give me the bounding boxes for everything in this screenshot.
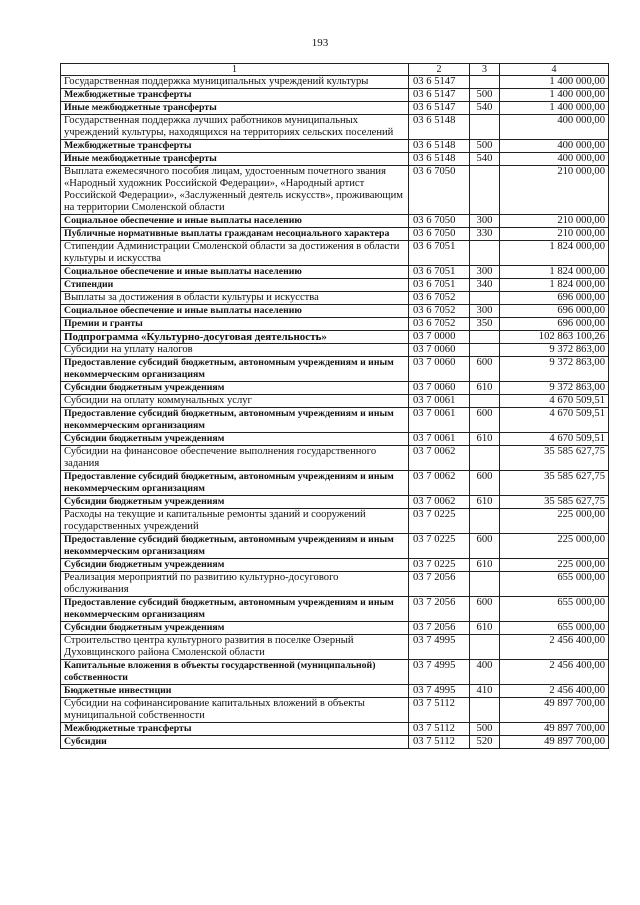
- table-row: [61, 660, 609, 685]
- row-code-cell: 03 7 0061: [409, 395, 470, 408]
- table-row: [61, 723, 609, 736]
- table-row: [61, 318, 609, 331]
- row-name-cell: Бюджетные инвестиции: [61, 685, 409, 698]
- row-name-cell: Расходы на текущие и капитальные ремонты зданий и сооружений государственных учреждений: [61, 509, 409, 534]
- table-row: [61, 344, 609, 357]
- row-kind-cell: 500: [470, 140, 500, 153]
- row-code-cell: 03 6 7050: [409, 228, 470, 241]
- row-name-cell: Межбюджетные трансферты: [61, 140, 409, 153]
- row-kind-cell: 610: [470, 433, 500, 446]
- row-name-cell: Социальное обеспечение и иные выплаты населению: [61, 305, 409, 318]
- row-amount-cell: 225 000,00: [500, 559, 609, 572]
- table-row: [61, 471, 609, 496]
- table-row: [61, 215, 609, 228]
- row-code-cell: 03 7 4995: [409, 635, 470, 660]
- row-code-cell: 03 7 0225: [409, 534, 470, 559]
- row-amount-cell: 35 585 627,75: [500, 471, 609, 496]
- table-row: [61, 736, 609, 749]
- row-amount-cell: 696 000,00: [500, 318, 609, 331]
- table-row: [61, 166, 609, 215]
- page-number: 193: [311, 37, 329, 49]
- row-code-cell: 03 7 0060: [409, 344, 470, 357]
- row-code-cell: 03 7 5112: [409, 698, 470, 723]
- row-kind-cell: 600: [470, 597, 500, 622]
- row-name-cell: Субсидии бюджетным учреждениям: [61, 622, 409, 635]
- row-amount-cell: 4 670 509,51: [500, 395, 609, 408]
- column-header-2: 2: [409, 64, 470, 76]
- row-name-cell: Предоставление субсидий бюджетным, автономным учреждениям и иным некоммерческим организациям: [61, 408, 409, 433]
- row-amount-cell: 400 000,00: [500, 140, 609, 153]
- table-row: [61, 102, 609, 115]
- row-kind-cell: 500: [470, 723, 500, 736]
- row-code-cell: 03 6 5148: [409, 153, 470, 166]
- row-amount-cell: 9 372 863,00: [500, 357, 609, 382]
- row-kind-cell: 600: [470, 534, 500, 559]
- row-name-cell: Субсидии на финансовое обеспечение выполнения государственного задания: [61, 446, 409, 471]
- row-name-cell: Субсидии бюджетным учреждениям: [61, 559, 409, 572]
- table-row: [61, 572, 609, 597]
- row-amount-cell: 210 000,00: [500, 215, 609, 228]
- table-row: [61, 433, 609, 446]
- table-row: [61, 559, 609, 572]
- row-name-cell: Строительство центра культурного развития в поселке Озерный Духовщинского района Смоленской области: [61, 635, 409, 660]
- table-row: [61, 509, 609, 534]
- column-header-1: 1: [61, 64, 409, 76]
- row-code-cell: 03 7 5112: [409, 723, 470, 736]
- row-code-cell: 03 6 5147: [409, 89, 470, 102]
- row-amount-cell: 9 372 863,00: [500, 344, 609, 357]
- row-name-cell: Иные межбюджетные трансферты: [61, 153, 409, 166]
- row-code-cell: 03 6 7052: [409, 305, 470, 318]
- row-kind-cell: 600: [470, 408, 500, 433]
- row-kind-cell: 350: [470, 318, 500, 331]
- row-amount-cell: 225 000,00: [500, 534, 609, 559]
- table-row: [61, 382, 609, 395]
- row-name-cell: Премии и гранты: [61, 318, 409, 331]
- table-row: [61, 446, 609, 471]
- row-name-cell: Предоставление субсидий бюджетным, автономным учреждениям и иным некоммерческим организациям: [61, 471, 409, 496]
- row-name-cell: Субсидии: [61, 736, 409, 749]
- row-code-cell: 03 6 7050: [409, 166, 470, 215]
- row-code-cell: 03 7 0060: [409, 382, 470, 395]
- row-kind-cell: 300: [470, 215, 500, 228]
- row-amount-cell: 49 897 700,00: [500, 723, 609, 736]
- row-kind-cell: 500: [470, 89, 500, 102]
- table-row: [61, 115, 609, 140]
- row-kind-cell: [470, 115, 500, 140]
- table-row: [61, 357, 609, 382]
- row-code-cell: 03 7 2056: [409, 572, 470, 597]
- table-row: [61, 597, 609, 622]
- row-name-cell: Стипендии: [61, 279, 409, 292]
- row-amount-cell: 49 897 700,00: [500, 736, 609, 749]
- row-name-cell: Государственная поддержка лучших работников муниципальных учреждений культуры, находящихся на территориях сельских поселений: [61, 115, 409, 140]
- row-name-cell: Субсидии бюджетным учреждениям: [61, 496, 409, 509]
- row-name-cell: Иные межбюджетные трансферты: [61, 102, 409, 115]
- row-name-cell: Субсидии на уплату налогов: [61, 344, 409, 357]
- row-amount-cell: 2 456 400,00: [500, 660, 609, 685]
- row-name-cell: Выплаты за достижения в области культуры и искусства: [61, 292, 409, 305]
- row-code-cell: 03 6 7051: [409, 266, 470, 279]
- column-header-4: 4: [500, 64, 609, 76]
- table-row: [61, 241, 609, 266]
- row-kind-cell: 540: [470, 102, 500, 115]
- row-kind-cell: 300: [470, 266, 500, 279]
- row-amount-cell: 696 000,00: [500, 305, 609, 318]
- row-name-cell: Субсидии бюджетным учреждениям: [61, 433, 409, 446]
- row-code-cell: 03 6 5147: [409, 76, 470, 89]
- row-kind-cell: 610: [470, 622, 500, 635]
- table-row: [61, 305, 609, 318]
- row-name-cell: Социальное обеспечение и иные выплаты населению: [61, 215, 409, 228]
- row-code-cell: 03 7 0062: [409, 496, 470, 509]
- table-row: [61, 698, 609, 723]
- table-row: [61, 228, 609, 241]
- row-name-cell: Субсидии бюджетным учреждениям: [61, 382, 409, 395]
- row-code-cell: 03 7 5112: [409, 736, 470, 749]
- table-row: [61, 395, 609, 408]
- row-kind-cell: 600: [470, 471, 500, 496]
- row-code-cell: 03 7 0061: [409, 433, 470, 446]
- table-row: [61, 408, 609, 433]
- row-kind-cell: 610: [470, 496, 500, 509]
- table-row: [61, 279, 609, 292]
- row-code-cell: 03 7 4995: [409, 660, 470, 685]
- table-row: [61, 331, 609, 344]
- row-code-cell: 03 6 7051: [409, 279, 470, 292]
- table-row: [61, 292, 609, 305]
- row-code-cell: 03 7 0062: [409, 471, 470, 496]
- row-amount-cell: 1 824 000,00: [500, 266, 609, 279]
- row-amount-cell: 4 670 509,51: [500, 408, 609, 433]
- row-kind-cell: [470, 698, 500, 723]
- row-code-cell: 03 6 7050: [409, 215, 470, 228]
- row-amount-cell: 1 400 000,00: [500, 76, 609, 89]
- row-code-cell: 03 7 4995: [409, 685, 470, 698]
- row-amount-cell: 400 000,00: [500, 153, 609, 166]
- row-kind-cell: 540: [470, 153, 500, 166]
- row-code-cell: 03 7 0225: [409, 559, 470, 572]
- table-row: [61, 266, 609, 279]
- table-row: [61, 685, 609, 698]
- row-name-cell: Предоставление субсидий бюджетным, автономным учреждениям и иным некоммерческим организациям: [61, 597, 409, 622]
- row-kind-cell: [470, 446, 500, 471]
- row-amount-cell: 4 670 509,51: [500, 433, 609, 446]
- row-name-cell: Публичные нормативные выплаты гражданам несоциального характера: [61, 228, 409, 241]
- table-row: [61, 635, 609, 660]
- table-row: [61, 89, 609, 102]
- row-code-cell: 03 7 0060: [409, 357, 470, 382]
- row-amount-cell: 225 000,00: [500, 509, 609, 534]
- row-kind-cell: [470, 635, 500, 660]
- row-name-cell: Межбюджетные трансферты: [61, 723, 409, 736]
- table-row: [61, 496, 609, 509]
- row-amount-cell: 9 372 863,00: [500, 382, 609, 395]
- row-code-cell: 03 7 0062: [409, 446, 470, 471]
- row-amount-cell: 210 000,00: [500, 166, 609, 215]
- row-code-cell: 03 7 0225: [409, 509, 470, 534]
- row-kind-cell: [470, 331, 500, 344]
- row-kind-cell: [470, 292, 500, 305]
- row-name-cell: Государственная поддержка муниципальных учреждений культуры: [61, 76, 409, 89]
- row-amount-cell: 655 000,00: [500, 572, 609, 597]
- row-name-cell: Реализация мероприятий по развитию культурно-досугового обслуживания: [61, 572, 409, 597]
- row-kind-cell: 600: [470, 357, 500, 382]
- row-kind-cell: 330: [470, 228, 500, 241]
- row-kind-cell: [470, 572, 500, 597]
- table-body: [61, 76, 609, 749]
- row-name-cell: Капитальные вложения в объекты государственной (муниципальной) собственности: [61, 660, 409, 685]
- row-amount-cell: 1 824 000,00: [500, 241, 609, 266]
- row-amount-cell: 655 000,00: [500, 622, 609, 635]
- row-code-cell: 03 6 7052: [409, 292, 470, 305]
- row-kind-cell: [470, 344, 500, 357]
- row-name-cell: Субсидии на оплату коммунальных услуг: [61, 395, 409, 408]
- row-amount-cell: 400 000,00: [500, 115, 609, 140]
- budget-table: [60, 63, 609, 749]
- table-header-row: [61, 64, 609, 76]
- row-code-cell: 03 7 0000: [409, 331, 470, 344]
- row-amount-cell: 2 456 400,00: [500, 685, 609, 698]
- row-kind-cell: 520: [470, 736, 500, 749]
- row-name-cell: Социальное обеспечение и иные выплаты населению: [61, 266, 409, 279]
- row-amount-cell: 2 456 400,00: [500, 635, 609, 660]
- row-kind-cell: 300: [470, 305, 500, 318]
- row-amount-cell: 1 400 000,00: [500, 102, 609, 115]
- row-name-cell: Выплата ежемесячного пособия лицам, удостоенным почетного звания «Народный художник Российской Федерации», «Народный артист Российской Федерации», «Заслуженный деятель искусств», проживающим на территории Смоленской области: [61, 166, 409, 215]
- row-kind-cell: [470, 241, 500, 266]
- row-kind-cell: 610: [470, 559, 500, 572]
- row-kind-cell: [470, 166, 500, 215]
- row-amount-cell: 35 585 627,75: [500, 496, 609, 509]
- row-amount-cell: 696 000,00: [500, 292, 609, 305]
- table-row: [61, 622, 609, 635]
- row-name-cell: Предоставление субсидий бюджетным, автономным учреждениям и иным некоммерческим организациям: [61, 357, 409, 382]
- row-kind-cell: [470, 76, 500, 89]
- row-code-cell: 03 7 2056: [409, 622, 470, 635]
- row-name-cell: Стипендии Администрации Смоленской области за достижения в области культуры и искусства: [61, 241, 409, 266]
- row-amount-cell: 210 000,00: [500, 228, 609, 241]
- row-amount-cell: 655 000,00: [500, 597, 609, 622]
- row-code-cell: 03 7 2056: [409, 597, 470, 622]
- row-code-cell: 03 6 5148: [409, 140, 470, 153]
- row-code-cell: 03 6 7051: [409, 241, 470, 266]
- table-row: [61, 153, 609, 166]
- table-row: [61, 534, 609, 559]
- row-kind-cell: 340: [470, 279, 500, 292]
- row-kind-cell: 410: [470, 685, 500, 698]
- row-name-cell: Подпрограмма «Культурно-досуговая деятельность»: [61, 331, 409, 344]
- row-amount-cell: 35 585 627,75: [500, 446, 609, 471]
- column-header-3: 3: [470, 64, 500, 76]
- table-row: [61, 140, 609, 153]
- row-amount-cell: 1 824 000,00: [500, 279, 609, 292]
- row-kind-cell: 400: [470, 660, 500, 685]
- row-name-cell: Предоставление субсидий бюджетным, автономным учреждениям и иным некоммерческим организациям: [61, 534, 409, 559]
- row-code-cell: 03 6 7052: [409, 318, 470, 331]
- row-code-cell: 03 6 5147: [409, 102, 470, 115]
- row-amount-cell: 1 400 000,00: [500, 89, 609, 102]
- row-kind-cell: [470, 509, 500, 534]
- row-code-cell: 03 6 5148: [409, 115, 470, 140]
- row-kind-cell: [470, 395, 500, 408]
- row-amount-cell: 49 897 700,00: [500, 698, 609, 723]
- row-name-cell: Субсидии на софинансирование капитальных вложений в объекты муниципальной собственности: [61, 698, 409, 723]
- row-kind-cell: 610: [470, 382, 500, 395]
- row-amount-cell: 102 863 100,26: [500, 331, 609, 344]
- row-name-cell: Межбюджетные трансферты: [61, 89, 409, 102]
- table-row: [61, 76, 609, 89]
- row-code-cell: 03 7 0061: [409, 408, 470, 433]
